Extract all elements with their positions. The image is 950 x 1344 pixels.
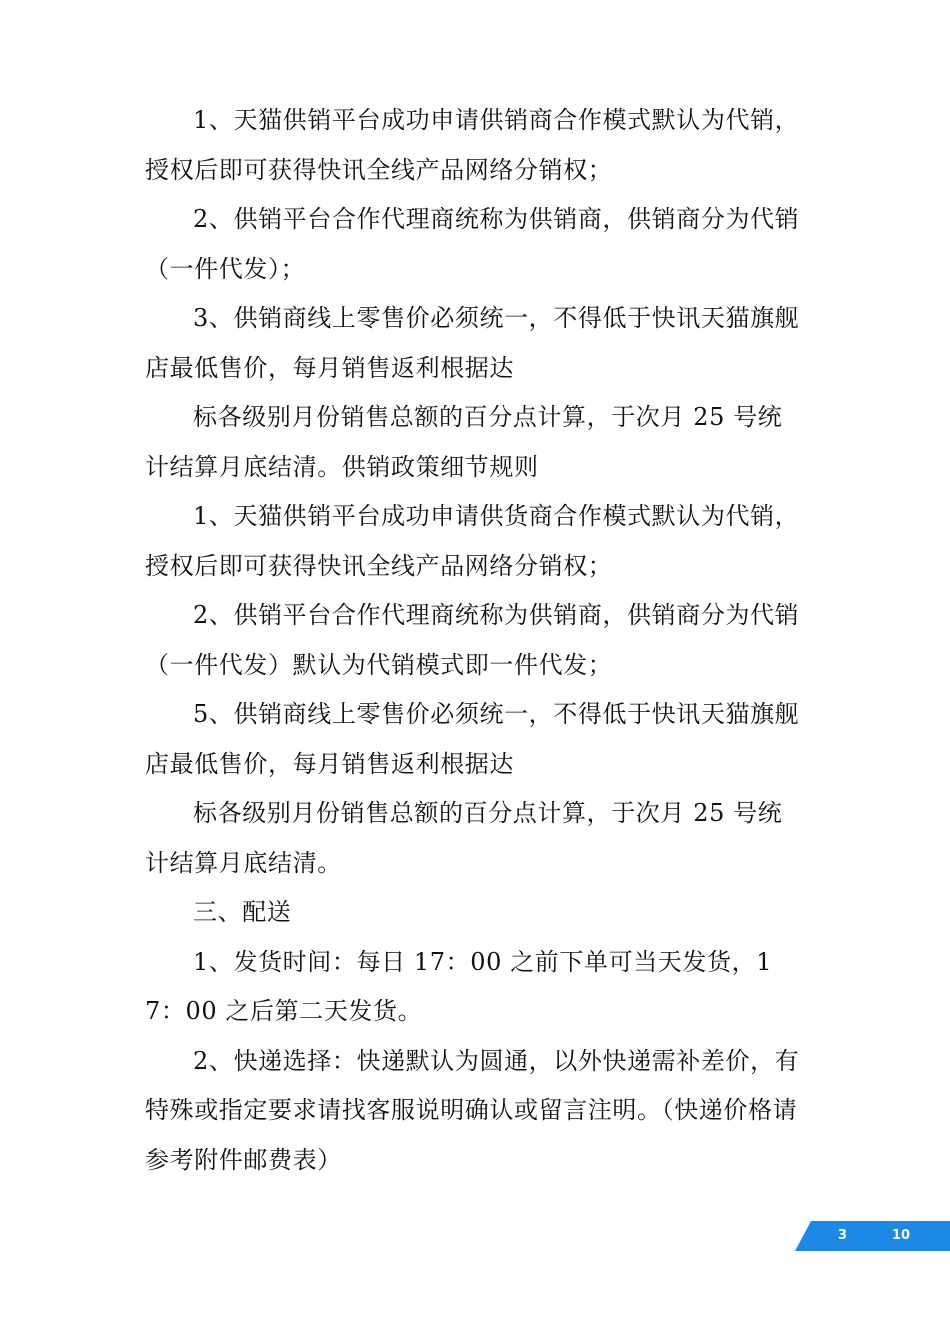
paragraph: 标各级别月份销售总额的百分点计算，于次月 25 号统计结算月底结清。	[145, 799, 783, 877]
page-number: 3	[838, 1228, 848, 1243]
paragraph: 2、供销平台合作代理商统称为供销商，供销商分为代销（一件代发）；	[145, 205, 800, 283]
paragraph: 5、供销商线上零售价必须统一，不得低于快讯天猫旗舰店最低售价，每月销售返利根据达	[145, 700, 800, 778]
paragraph: 2、快递选择：快递默认为圆通，以外快递需补差价，有特殊或指定要求请找客服说明确认或留言注明。（快递价格请参考附件邮费表）	[145, 1046, 800, 1174]
paragraph: 1、发货时间：每日 17：00 之前下单可当天发货，17：00 之后第二天发货。	[145, 947, 773, 1025]
paragraph: 2、供销平台合作代理商统称为供销商，供销商分为代销（一件代发）默认为代销模式即一件代发；	[145, 601, 800, 679]
page-total: 10	[892, 1228, 911, 1243]
paragraph: 3、供销商线上零售价必须统一，不得低于快讯天猫旗舰店最低售价，每月销售返利根据达	[145, 304, 800, 382]
paragraph: 1、天猫供销平台成功申请供销商合作模式默认为代销，授权后即可获得快讯全线产品网络分销权；	[145, 106, 800, 184]
section-heading: 三、配送	[193, 898, 292, 926]
paragraph: 标各级别月份销售总额的百分点计算，于次月 25 号统计结算月底结清。供销政策细节规则	[145, 403, 783, 481]
page-footer-bar	[795, 1221, 950, 1251]
paragraph: 1、天猫供销平台成功申请供货商合作模式默认为代销，授权后即可获得快讯全线产品网络分销权；	[145, 502, 800, 580]
document-body	[145, 96, 805, 1185]
